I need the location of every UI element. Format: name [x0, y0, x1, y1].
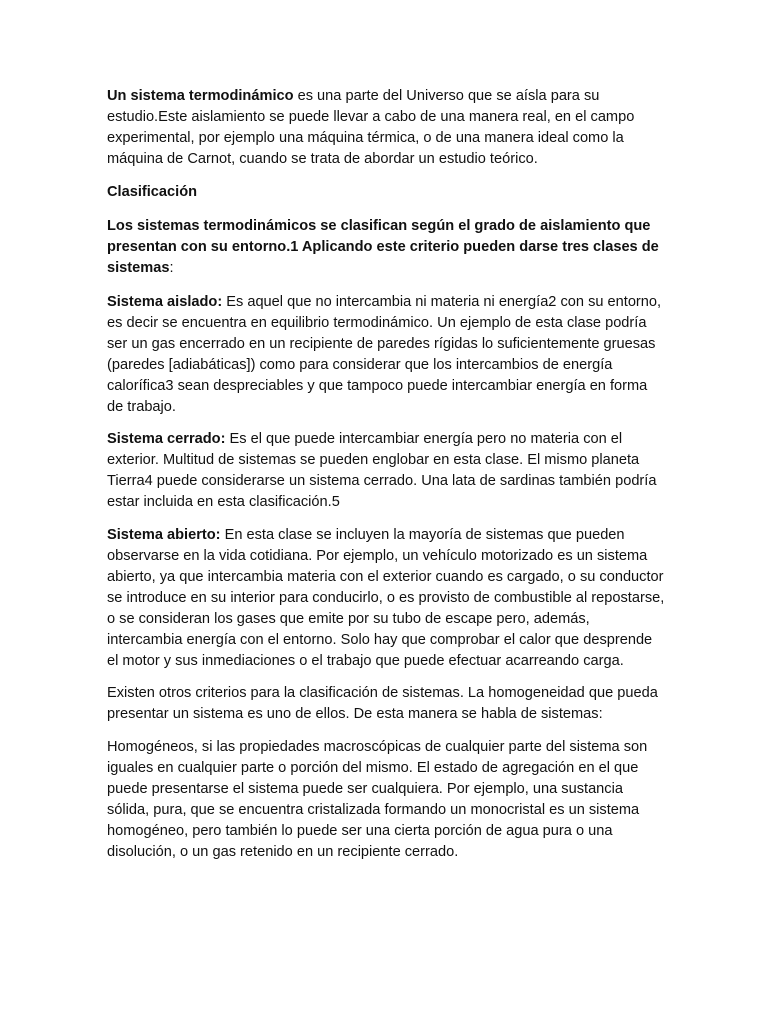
criteria-colon: : — [169, 259, 174, 276]
homogeneos-paragraph: Homogéneos, si las propiedades macroscópicas de cualquier parte del sistema son iguales en cualquier parte o porción del mismo. El estado de agregación en el que puede presentarse el sistema puede ser cualquiera. Por ejemplo, una sustancia sólida, pura, que se encuentra cristalizada formando un monocristal es un sistema homogéneo, pero también lo puede ser una cierta porción de agua pura o una disolución, o un gas retenido en un recipiente cerrado. — [107, 738, 648, 860]
criteria-paragraph — [107, 216, 667, 279]
aislado-text: Es aquel que no intercambia ni materia ni energía2 con su entorno, es decir se encuentra en equilibrio termodinámico. Un ejemplo de esta clase podría ser un gas encerrado en un recipiente de paredes rígidas lo suficientemente gruesas (paredes [adiabáticas]) como para considerar que los intercambios de energía calorífica3 sean despreciables y que tampoco puede intercambiar energía en forma de trabajo. — [107, 293, 662, 415]
aislado-paragraph — [107, 292, 667, 418]
cerrado-text: Es el que puede intercambiar energía pero no materia con el exterior. Multitud de sistemas se pueden englobar en esta clase. El mismo planeta Tierra4 puede considerarse un sistema cerrado. Una lata de sardinas también podría estar incluida en esta clasificación.5 — [107, 431, 657, 510]
intro-text: es una parte del Universo que se aísla para su estudio.Este aislamiento se puede llevar a cabo de una manera real, en el campo experimental, por ejemplo una máquina térmica, o de una manera ideal como la máquina de Carnot, cuando se trata de abordar un estudio teórico. — [107, 88, 635, 167]
intro-term: Un sistema termodinámico — [107, 88, 294, 104]
abierto-term: Sistema abierto: — [107, 526, 221, 543]
cerrado-term: Sistema cerrado: — [107, 431, 226, 447]
document-page — [107, 86, 667, 874]
otros-criterios-paragraph: Existen otros criterios para la clasificación de sistemas. La homogeneidad que pueda presentar un sistema es uno de ellos. De esta manera se habla de sistemas: — [107, 685, 658, 722]
cerrado-paragraph — [107, 429, 667, 513]
aislado-term: Sistema aislado: — [107, 293, 223, 310]
intro-paragraph — [107, 86, 667, 170]
section-heading: Clasificación — [107, 183, 198, 200]
abierto-paragraph — [107, 525, 667, 672]
criteria-bold-text: Los sistemas termodinámicos se clasifican según el grado de aislamiento que presentan con su entorno.1 Aplicando este criterio pueden darse tres clases de sistemas — [107, 217, 659, 276]
abierto-text: En esta clase se incluyen la mayoría de sistemas que pueden observarse en la vida cotidiana. Por ejemplo, un vehículo motorizado es un sistema abierto, ya que intercambia materia con el exterior cuando es cargado, o su conductor se introduce en su interior para conducirlo, o es provisto de combustible al repostarse, o se consideran los gases que emite por su tubo de escape pero, además, intercambia energía con el entorno. Solo hay que comprobar el calor que desprende el motor y sus inmediaciones o el trabajo que puede efectuar acarreando carga. — [107, 526, 665, 669]
